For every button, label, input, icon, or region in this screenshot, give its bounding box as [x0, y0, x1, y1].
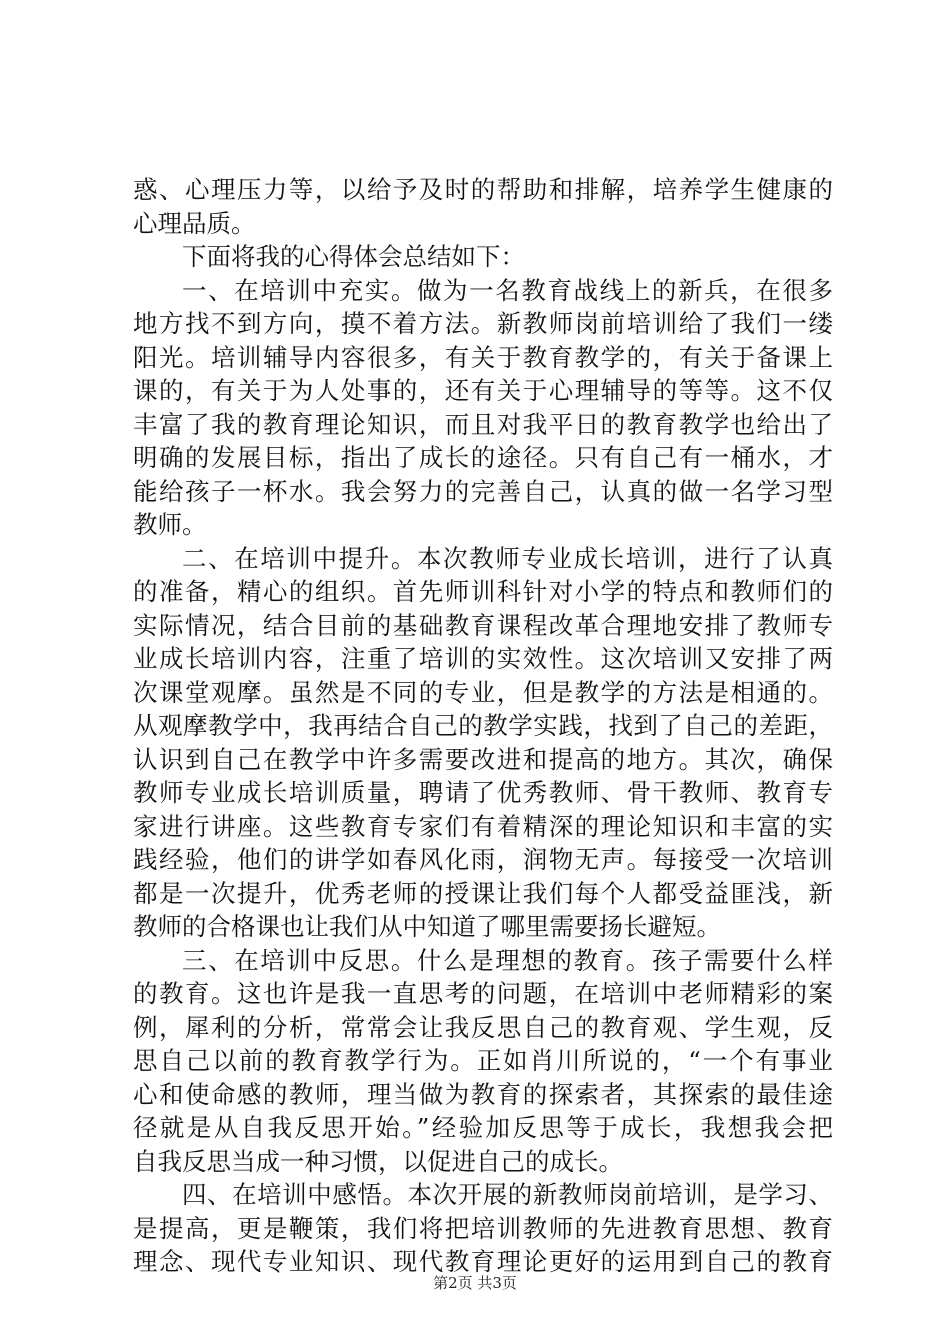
text-line: 心和使命感的教师，理当做为教育的探索者，其探索的最佳途 — [133, 1079, 833, 1109]
text-line: 四、在培训中感悟。本次开展的新教师岗前培训，是学习、 — [182, 1180, 833, 1209]
text-line: 明确的发展目标，指出了成长的途径。只有自己有一桶水，才 — [133, 443, 833, 472]
text-line: 次课堂观摩。虽然是不同的专业，但是教学的方法是相通的。 — [133, 677, 833, 707]
text-line: 心理品质。 — [133, 208, 256, 238]
text-line: 思自己以前的教育教学行为。正如肖川所说的，“一个有事业 — [133, 1046, 833, 1075]
text-line: 三、在培训中反思。什么是理想的教育。孩子需要什么样 — [182, 945, 833, 975]
text-line: 从观摩教学中，我再结合自己的教学实践，找到了自己的差距， — [133, 711, 833, 740]
text-line: 丰富了我的教育理论知识，而且对我平日的教育教学也给出了 — [133, 409, 833, 439]
text-line: 例，犀利的分析，常常会让我反思自己的教育观、学生观，反 — [133, 1012, 833, 1042]
text-line: 认识到自己在教学中许多需要改进和提高的地方。其次，确保 — [133, 744, 833, 774]
text-line: 家进行讲座。这些教育专家们有着精深的理论知识和丰富的实 — [133, 811, 833, 841]
text-line: 教师的合格课也让我们从中知道了哪里需要扬长避短。 — [133, 912, 721, 941]
page-indicator: 第2页 共3页 — [433, 1274, 517, 1292]
text-line: 自我反思当成一种习惯，以促进自己的成长。 — [133, 1146, 623, 1176]
text-line: 实际情况，结合目前的基础教育课程改革合理地安排了教师专 — [133, 610, 833, 640]
text-line: 二、在培训中提升。本次教师专业成长培训，进行了认真 — [182, 543, 833, 573]
text-line: 一、在培训中充实。做为一名教育战线上的新兵，在很多 — [182, 275, 833, 305]
page-footer — [0, 1272, 950, 1293]
text-line: 是提高，更是鞭策，我们将把培训教师的先进教育思想、教育 — [133, 1213, 833, 1243]
text-line: 课的，有关于为人处事的，还有关于心理辅导的等等。这不仅 — [133, 376, 833, 405]
text-line: 业成长培训内容，注重了培训的实效性。这次培训又安排了两 — [133, 644, 833, 673]
text-line: 径就是从自我反思开始。”经验加反思等于成长，我想我会把 — [133, 1113, 833, 1142]
text-line: 理念、现代专业知识、现代教育理论更好的运用到自己的教育 — [133, 1247, 833, 1276]
text-line: 地方找不到方向，摸不着方法。新教师岗前培训给了我们一缕 — [133, 309, 833, 338]
text-line: 的准备，精心的组织。首先师训科针对小学的特点和教师们的 — [133, 577, 833, 606]
text-line: 能给孩子一杯水。我会努力的完善自己，认真的做一名学习型 — [133, 476, 833, 506]
text-line: 践经验，他们的讲学如春风化雨，润物无声。每接受一次培训 — [133, 845, 833, 874]
text-line: 都是一次提升，优秀老师的授课让我们每个人都受益匪浅，新 — [133, 878, 833, 908]
text-line: 阳光。培训辅导内容很多，有关于教育教学的，有关于备课上 — [133, 342, 833, 372]
text-line: 教师专业成长培训质量，聘请了优秀教师、骨干教师、教育专 — [133, 778, 833, 807]
text-line: 下面将我的心得体会总结如下： — [182, 242, 525, 271]
text-line: 教师。 — [133, 510, 207, 539]
text-line: 惑、心理压力等，以给予及时的帮助和排解，培养学生健康的 — [133, 175, 833, 204]
document-body — [133, 173, 833, 1279]
text-line: 的教育。这也许是我一直思考的问题，在培训中老师精彩的案 — [133, 979, 833, 1008]
